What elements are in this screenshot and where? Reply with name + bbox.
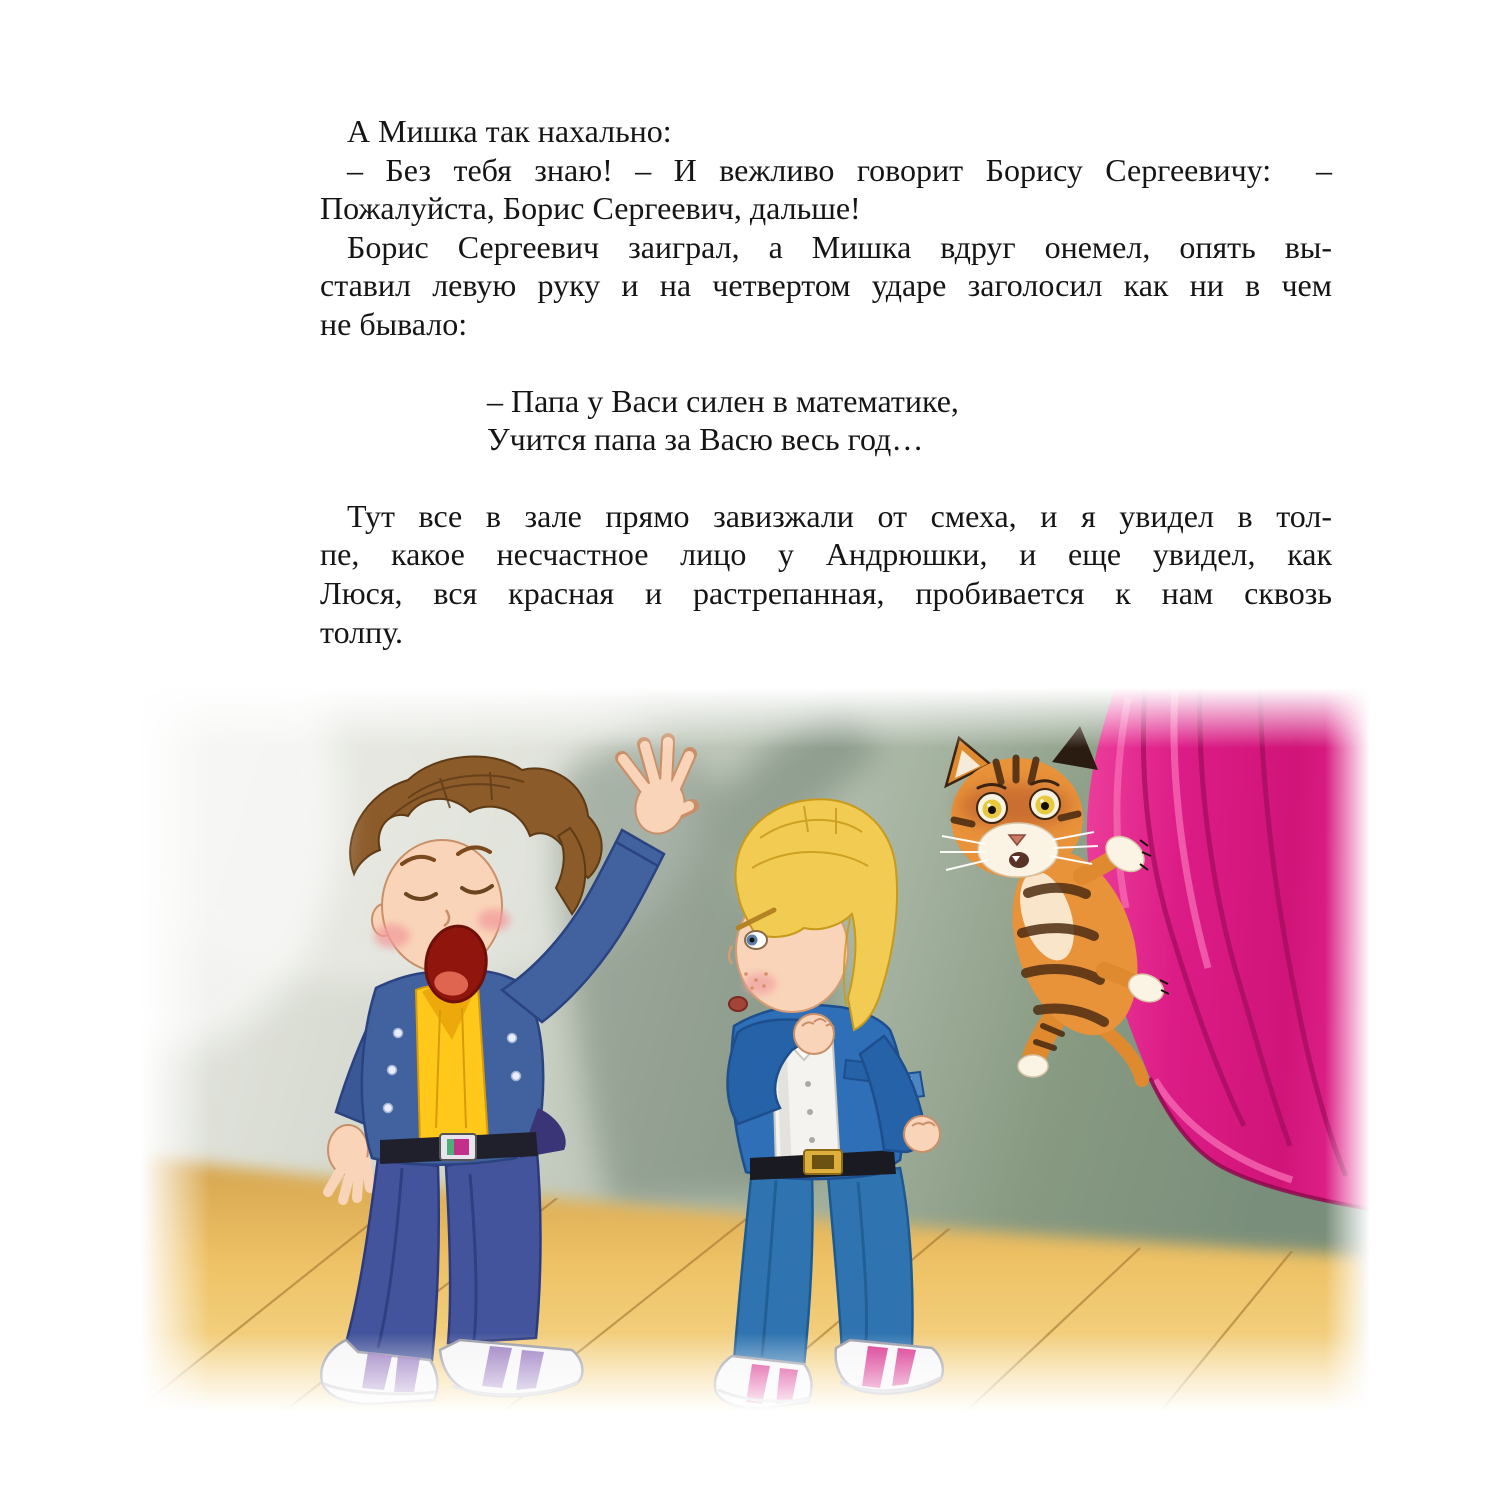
boy-singing-cheek: [478, 909, 510, 931]
cat-muzzle: [978, 823, 1058, 877]
text-line: пе, какое несчастное лицо у Андрюшки, и еще увидел, как: [320, 536, 1332, 573]
boy-angry-mouth: [729, 997, 747, 1011]
cat-mouth: [1009, 852, 1029, 868]
text-line: – Без тебя знаю! – И вежливо говорит Борису Сергеевичу: –: [347, 151, 1332, 188]
text-line: толпу.: [320, 613, 404, 650]
verse-line: – Папа у Васи силен в математике,: [487, 382, 959, 419]
text-line: Тут все в зале прямо завизжали от смеха, и я увидел в тол-: [347, 497, 1332, 534]
boy-angry-fist-chest: [794, 1014, 834, 1054]
paragraph-1: [320, 112, 1332, 344]
boy-angry-cheek: [744, 973, 776, 995]
cat-hind-paw: [1018, 1055, 1048, 1077]
text-line: не бывало:: [320, 305, 468, 342]
text-line: ставил левую руку и на четвертом ударе заголосил как ни в чем: [320, 267, 1332, 304]
text-line: Пожалуйста, Борис Сергеевич, дальше!: [320, 190, 861, 227]
stage-illustration: [140, 688, 1370, 1438]
boy-angry-fist-side: [904, 1116, 940, 1152]
story-text: [320, 112, 1332, 651]
boy-angry-eye: [745, 931, 767, 949]
text-line: Люся, вся красная и растрепанная, пробивается к нам сквозь: [320, 574, 1332, 611]
verse-line: Учится папа за Васю весь год…: [487, 421, 924, 458]
boy-singing-cheek: [374, 924, 410, 948]
boy-angry-head: [729, 799, 897, 1030]
text-line: А Мишка так нахально:: [347, 113, 672, 149]
paragraph-2: [320, 497, 1332, 651]
text-line: Борис Сергеевич заиграл, а Мишка вдруг онемел, опять вы-: [347, 228, 1332, 265]
song-verse: [487, 382, 1332, 459]
